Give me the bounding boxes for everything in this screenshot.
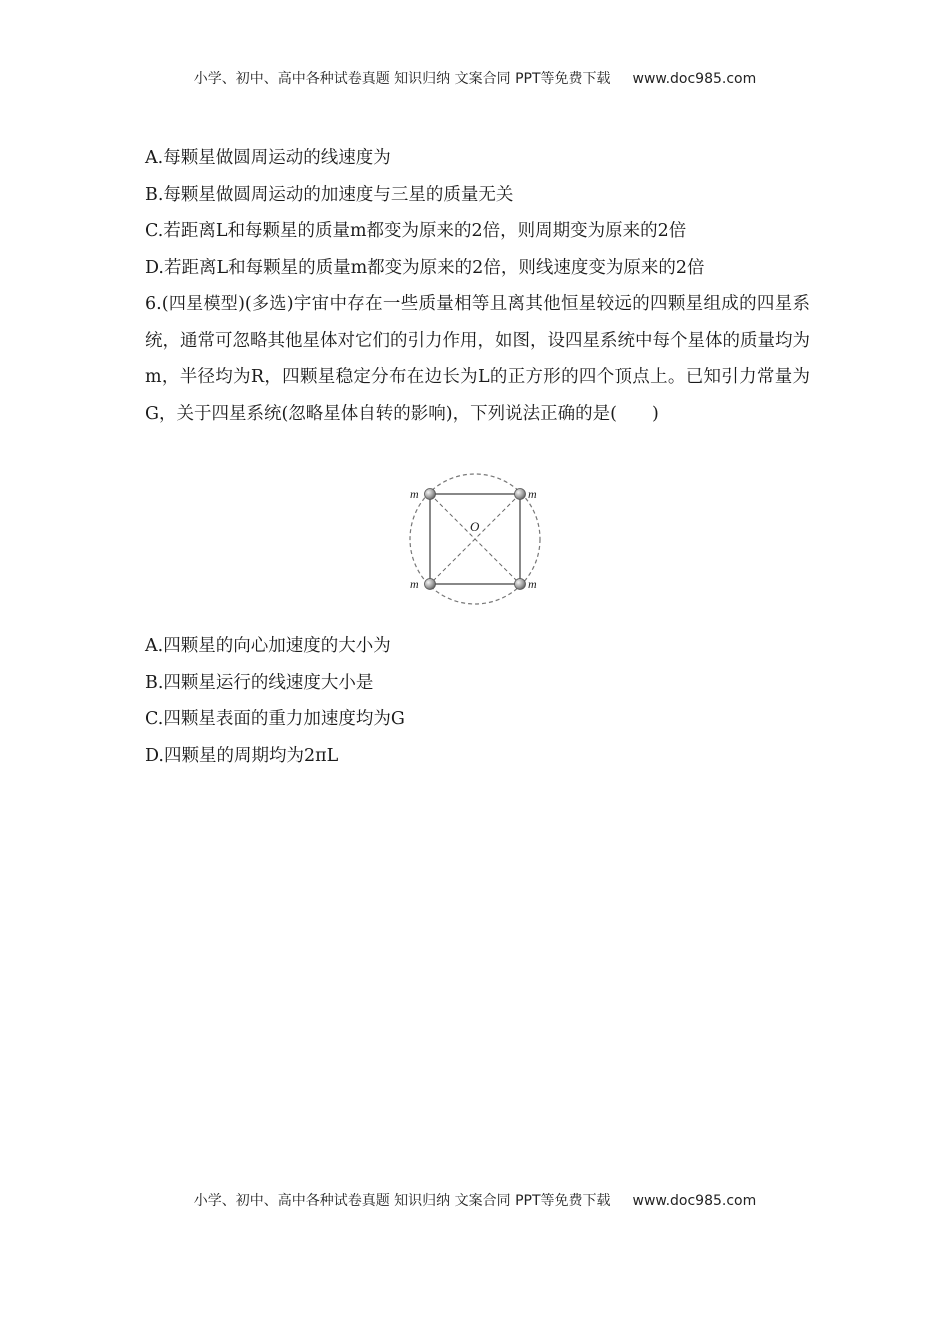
mass-label-top-left: m — [410, 487, 419, 501]
header-site: www.doc985.com — [632, 71, 757, 87]
question-content — [145, 140, 810, 432]
q6-tag-model: 四星模型 — [168, 294, 239, 314]
footer-site: www.doc985.com — [632, 1193, 757, 1209]
q5-option-a: A.每颗星做圆周运动的线速度为 — [145, 148, 391, 168]
star-top-left — [425, 489, 436, 500]
q5-option-c: C.若距离L和每颗星的质量m都变为原来的2倍，则周期变为原来的2倍 — [145, 221, 687, 241]
four-star-diagram — [402, 470, 552, 610]
page-footer — [0, 1190, 950, 1210]
q6-stem: 宇宙中存在一些质量相等且离其他恒星较远的四颗星组成的四星系统，通常可忽略其他星体对它们的引力作用，如图，设四星系统中每个星体的质量均为m，半径均为R，四颗星稳定分布在边长为L的正方形的四个顶点上。已知引力常量为G，关于四星系统(忽略星体自转的影响)，下列说法正确的是( ) — [145, 294, 811, 424]
star-top-right — [515, 489, 526, 500]
q6-stem-block: 6.(四星模型)(多选)宇宙中存在一些质量相等且离其他恒星较远的四颗星组成的四星系统，通常可忽略其他星体对它们的引力作用，如图，设四星系统中每个星体的质量均为m，半径均为R，四颗星稳定分布在边长为L的正方形的四个顶点上。已知引力常量为G，关于四星系统(忽略星体自转的影响)，下列说法正确的是( ) — [145, 294, 811, 424]
q6-tag-multi: 多选 — [251, 294, 287, 314]
q5-option-b: B.每颗星做圆周运动的加速度与三星的质量无关 — [145, 184, 514, 205]
header-text: 小学、初中、高中各种试卷真题 知识归纳 文案合同 PPT等免费下载 — [193, 71, 611, 87]
four-star-figure — [402, 470, 552, 610]
star-bottom-left — [425, 579, 436, 590]
q6-option-c: C.四颗星表面的重力加速度均为G — [145, 709, 405, 729]
q6-number: 6.( — [145, 294, 169, 314]
q6-option-d: D.四颗星的周期均为2πL — [145, 745, 339, 766]
footer-text: 小学、初中、高中各种试卷真题 知识归纳 文案合同 PPT等免费下载 — [193, 1193, 611, 1209]
star-bottom-right — [515, 579, 526, 590]
page-header — [0, 68, 950, 88]
q6-option-a: A.四颗星的向心加速度的大小为 — [145, 636, 391, 656]
center-label: O — [470, 519, 480, 534]
q6-options — [145, 628, 810, 774]
q6-option-b: B.四颗星运行的线速度大小是 — [145, 672, 374, 693]
mass-label-bottom-right: m — [528, 577, 537, 591]
q5-option-d: D.若距离L和每颗星的质量m都变为原来的2倍，则线速度变为原来的2倍 — [145, 257, 705, 278]
mass-label-bottom-left: m — [410, 577, 419, 591]
mass-label-top-right: m — [528, 487, 537, 501]
